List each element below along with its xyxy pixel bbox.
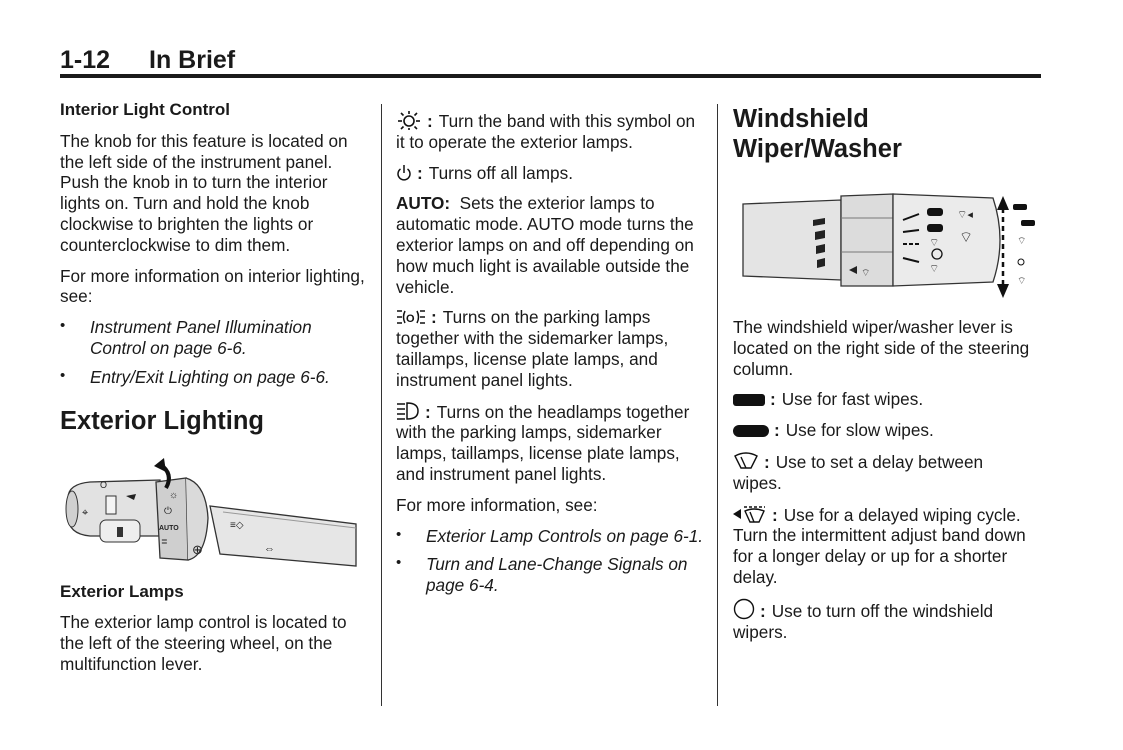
reference-link[interactable]: • Turn and Lane-Change Signals on page 6-4.	[396, 554, 706, 596]
svg-text:⌔: ⌔	[861, 268, 871, 279]
svg-text:⊕: ⊕	[192, 541, 203, 557]
delay-wipe-icon	[733, 451, 759, 471]
auto-item	[396, 193, 706, 297]
reference-link[interactable]: • Exterior Lamp Controls on page 6-1.	[396, 526, 706, 547]
slow-wipe-icon	[733, 423, 769, 439]
delayed-cycle-text: Use for a delayed wiping cycle. Turn the intermittent adjust band down for a longer delay or up for a shorter delay.	[733, 504, 1026, 587]
auto-text: Sets the exterior lamps to automatic mode. AUTO mode turns the exterior lamps on and off depending on how much light is available outside the vehicle.	[396, 193, 694, 297]
wiper-off-icon	[733, 598, 755, 620]
column-2	[396, 110, 706, 606]
fast-wipe-icon	[733, 392, 765, 408]
wiper-lever-illustration	[741, 184, 1041, 299]
exterior-lamp-text: Turn the band with this symbol on it to operate the exterior lamps.	[396, 111, 696, 152]
wiper-off-text: Use to turn off the windshield wipers.	[733, 600, 994, 642]
exterior-lamp-lever-illustration	[60, 454, 360, 574]
headlamps-item: : Turns on the headlamps together with the parking lamps, sidemarker lamps, taillamps, license plate lamps, and instrument panel lights.	[396, 401, 690, 484]
section-title: In Brief	[149, 46, 236, 74]
exterior-lamps-heading: Exterior Lamps	[60, 581, 184, 601]
svg-text:⌔: ⌔	[1017, 236, 1027, 247]
reference-link[interactable]: • Instrument Panel Illumination Control on page 6-6.	[60, 317, 370, 359]
auto-label: AUTO:	[396, 193, 451, 214]
svg-text:⌔: ⌔	[929, 263, 940, 275]
exterior-lamp-icon	[396, 110, 422, 130]
column-1	[60, 100, 370, 685]
parking-lamps-icon	[396, 308, 426, 326]
svg-text:O: O	[100, 479, 108, 490]
column-divider-2	[717, 104, 718, 706]
col2-more-info: For more information, see:	[396, 494, 598, 515]
svg-text:⇔: ⇔	[264, 542, 275, 555]
header-rule	[60, 74, 1041, 78]
delayed-cycle-item: : Use for a delayed wiping cycle. Turn the intermittent adjust band down for a longer delay or up for a shorter delay.	[733, 504, 1026, 587]
svg-text:⏻: ⏻	[164, 505, 172, 517]
power-off-icon	[396, 164, 412, 182]
parking-lamps-text: Turns on the parking lamps together with the sidemarker lamps, taillamps, license plate lamps, and instrument panel lights.	[396, 307, 669, 390]
fast-wipe-item: : Use for fast wipes.	[733, 389, 1033, 410]
wiper-off-item: : Use to turn off the windshield wipers.	[733, 598, 1033, 643]
page-header	[60, 44, 1041, 78]
slow-wipe-text: Use for slow wipes.	[785, 420, 934, 441]
interior-light-text: The knob for this feature is located on the left side of the instrument panel. Push the knob in to turn the interior lights on. Turn and hold the knob clockwise to brighten the lights or counterclockwise to dim them.	[60, 130, 348, 255]
svg-text:☼: ☼	[169, 489, 179, 501]
svg-text:⌔◂: ⌔◂	[957, 209, 973, 221]
delay-wipe-text: Use to set a delay between wipes.	[733, 451, 984, 493]
svg-text:≡◇: ≡◇	[230, 519, 244, 531]
slow-wipe-item: : Use for slow wipes.	[733, 420, 1033, 441]
interior-refs	[60, 317, 370, 387]
exterior-lamp-item: : Turn the band with this symbol on it to operate the exterior lamps.	[396, 111, 696, 152]
svg-text:⌖: ⌖	[82, 506, 89, 519]
column-3	[733, 104, 1033, 652]
column-divider-1	[381, 104, 382, 706]
fast-wipe-text: Use for fast wipes.	[781, 389, 924, 410]
svg-text:O: O	[406, 313, 415, 326]
delayed-cycle-icon	[733, 504, 767, 524]
exterior-lamps-text: The exterior lamp control is located to the left of the steering wheel, on the multifunction lever.	[60, 612, 347, 674]
reference-link[interactable]: • Entry/Exit Lighting on page 6-6.	[60, 367, 370, 388]
power-off-item: : Turns off all lamps.	[396, 163, 706, 184]
svg-text:⌔: ⌔	[929, 237, 940, 249]
svg-text:⌔: ⌔	[1017, 276, 1027, 287]
headlamps-icon	[396, 401, 420, 421]
interior-light-heading: Interior Light Control	[60, 100, 230, 119]
wiper-heading: Windshield Wiper/Washer	[733, 105, 902, 163]
headlamps-text: Turns on the headlamps together with the parking lamps, sidemarker lamps, taillamps, license plate lamps, and instrument panel lights.	[396, 401, 690, 484]
svg-text:⌔: ⌔	[959, 229, 974, 246]
power-off-text: Turns off all lamps.	[428, 162, 573, 183]
exterior-lighting-heading: Exterior Lighting	[60, 406, 264, 435]
svg-text:≣: ≣	[161, 536, 168, 546]
col2-refs	[396, 526, 706, 596]
wiper-intro: The windshield wiper/washer lever is located on the right side of the steering column.	[733, 317, 1030, 379]
parking-lamps-item: O : Turns on the parking lamps together with the sidemarker lamps, taillamps, license plate lamps, and instrument panel lights.	[396, 307, 669, 390]
interior-more-info: For more information on interior lighting, see:	[60, 265, 365, 307]
delay-wipe-item: : Use to set a delay between wipes.	[733, 451, 984, 493]
lever-auto-label: AUTO	[159, 524, 179, 532]
page-number: 1-12	[60, 46, 111, 74]
